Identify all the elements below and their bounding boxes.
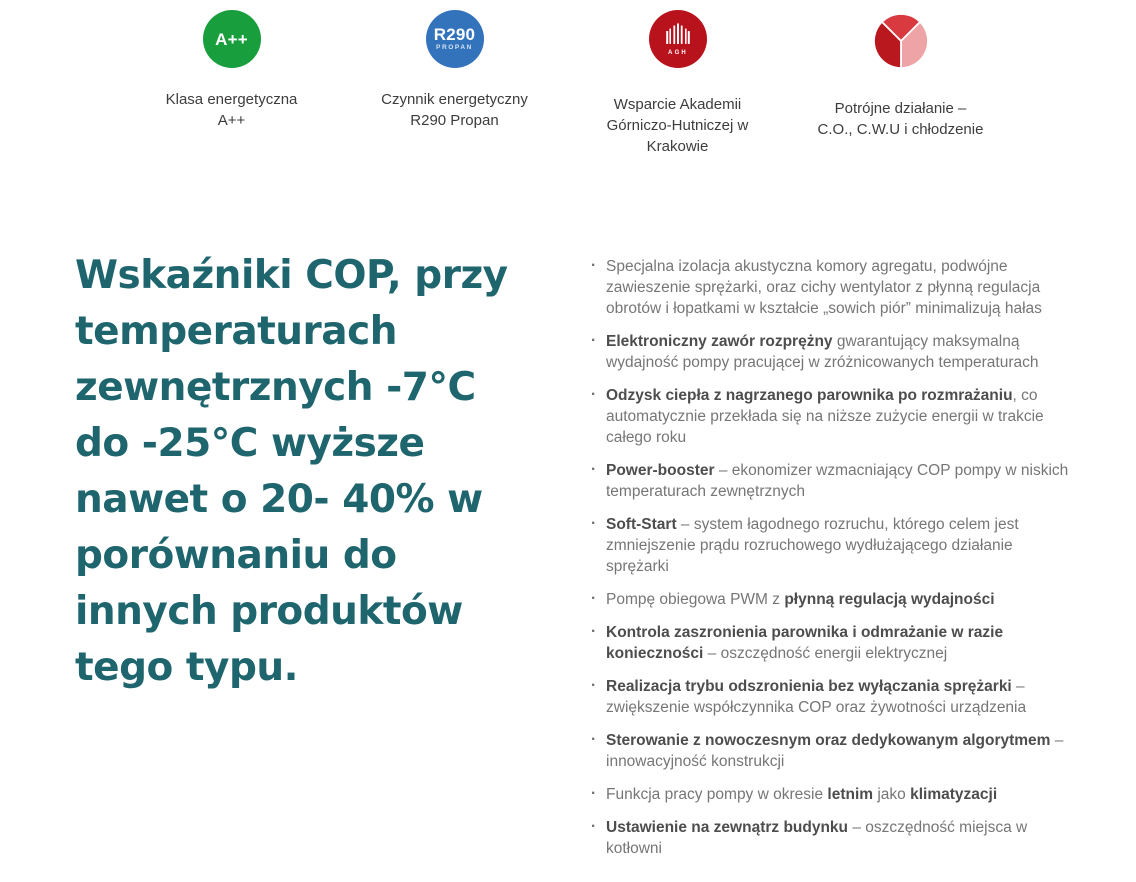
feature-text-segment: Elektroniczny zawór rozprężny xyxy=(606,333,833,350)
heading-line: temperaturach xyxy=(75,309,397,354)
feature-text-segment: – oszczędność energii elektrycznej xyxy=(703,645,948,662)
feature-text-segment: Odzysk ciepła z nagrzanego parownika po rozmrażaniu xyxy=(606,387,1013,404)
r290-propane-icon xyxy=(426,10,484,68)
feature-item xyxy=(590,385,1070,448)
feature-text-segment: płynną regulacją wydajności xyxy=(784,591,995,608)
badge-energy-class xyxy=(120,10,343,157)
badge-label-line: C.O., C.W.U i chłodzenie xyxy=(817,121,984,138)
r290-icon-text: R290 xyxy=(433,25,476,45)
energy-class-icon-text: A++ xyxy=(215,29,248,49)
cop-heading xyxy=(75,248,575,696)
feature-text-segment: , co automatycznie przekłada się na niższe zużycie energii w trakcie całego roku xyxy=(606,387,1044,446)
heading-line: Wskaźniki COP, przy xyxy=(75,253,508,298)
heading-line: innych produktów xyxy=(75,589,463,634)
badge-triple-action-label xyxy=(818,98,984,140)
badge-label-line: Górniczo-Hutniczej w xyxy=(606,117,749,134)
feature-text-segment: Specjalna izolacja akustyczna komory agregatu, podwójne zawieszenie sprężarki, oraz cichy wentylator z płynną regulacja obrotów i łopatkami w kształcie „sowich piór” minimalizują hałas xyxy=(606,258,1042,317)
badge-label-line: Wsparcie Akademii xyxy=(613,96,742,113)
feature-text-segment: Soft-Start xyxy=(606,516,677,533)
feature-item xyxy=(590,331,1070,373)
badge-triple-action xyxy=(789,10,1012,157)
heading-line: do -25°C wyższe xyxy=(75,421,425,466)
feature-text-segment: jako xyxy=(873,786,911,803)
badge-agh-support xyxy=(566,10,789,157)
feature-item xyxy=(590,514,1070,577)
agh-university-logo-icon xyxy=(649,10,707,73)
badge-label-line: R290 Propan xyxy=(410,112,499,129)
heading-line: porównaniu do xyxy=(75,533,397,578)
feature-text-segment: klimatyzacji xyxy=(910,786,998,803)
feature-item xyxy=(590,589,1070,610)
badge-refrigerant xyxy=(343,10,566,157)
feature-text-segment: letnim xyxy=(827,786,874,803)
badge-label-line: Potrójne działanie – xyxy=(834,100,967,117)
feature-item xyxy=(590,676,1070,718)
badge-energy-class-label xyxy=(166,89,298,131)
badge-label-line: Klasa energetyczna xyxy=(165,91,298,108)
feature-text-segment: – system łagodnego rozruchu, którego celem jest zmniejszenie prądu rozruchowego wydłużającego działanie sprężarki xyxy=(606,516,1019,575)
heading-line: tego typu. xyxy=(75,645,298,690)
badge-agh-support-label xyxy=(607,94,749,157)
feature-item xyxy=(590,817,1070,859)
badge-label-line: Czynnik energetyczny xyxy=(381,91,528,108)
feature-text-segment: – innowacyjność konstrukcji xyxy=(606,732,1064,770)
feature-text-segment: – oszczędność miejsca w kotłowni xyxy=(606,819,1028,857)
feature-text-segment: gwarantujący maksymalną wydajność pompy pracującej w zróżnicowanych temperaturach xyxy=(606,333,1039,371)
feature-item xyxy=(590,784,1070,805)
feature-text-segment: Sterowanie z nowoczesnym oraz dedykowanym algorytmem xyxy=(606,732,1051,749)
svg-text:AGH: AGH xyxy=(667,50,688,56)
feature-text-segment: – zwiększenie współczynnika COP oraz żywotności urządzenia xyxy=(606,678,1027,716)
feature-text-segment: – ekonomizer wzmacniający COP pompy w niskich temperaturach zewnętrznych xyxy=(606,462,1069,500)
feature-item xyxy=(590,460,1070,502)
feature-text-segment: Ustawienie na zewnątrz budynku xyxy=(606,819,849,836)
badge-label-line: A++ xyxy=(217,112,246,129)
feature-item xyxy=(590,256,1070,319)
feature-text-segment: Realizacja trybu odszronienia bez wyłączania sprężarki xyxy=(606,678,1012,695)
feature-list xyxy=(590,256,1070,871)
feature-badges-row xyxy=(120,10,1012,157)
feature-text-segment: Kontrola zaszronienia parownika i odmrażanie w razie konieczności xyxy=(606,624,1004,662)
badge-label-line: Krakowie xyxy=(646,138,709,155)
propan-icon-subtext: PROPAN xyxy=(436,44,473,52)
triple-action-pie-icon xyxy=(870,10,932,77)
feature-text-segment: Funkcja pracy pompy w okresie xyxy=(606,786,828,803)
feature-item xyxy=(590,622,1070,664)
badge-refrigerant-label xyxy=(381,89,528,131)
heading-line: zewnętrznych -7°C xyxy=(75,365,476,410)
energy-class-icon xyxy=(203,10,261,68)
feature-item xyxy=(590,730,1070,772)
feature-text-segment: Power-booster xyxy=(606,462,715,479)
heading-line: nawet o 20- 40% w xyxy=(75,477,483,522)
feature-text-segment: Pompę obiegowa PWM z xyxy=(606,591,785,608)
